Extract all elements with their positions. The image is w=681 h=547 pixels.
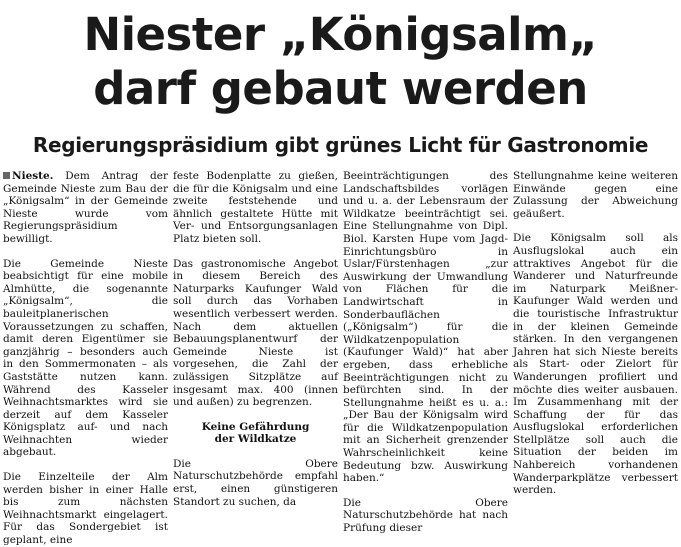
paragraph: Beeinträchtigungen des Landschaftsbildes vorlägen und u. a. der Lebensraum der Wildkatze beeinträchtigt sei. Eine Stellungnahme von Dipl. Biol. Karsten Hupe vom Jagd-Einrichtungsbüro in Uslar/Fürstenhagen „zur Auswirkung der Umwandlung von Flächen für die Landwirtschaft in Sonderbauflächen („Königsalm“) für die Wildkatzenpopulation (Kaufunger Wald)“ hat aber ergeben, dass erhebliche Beeinträchtigungen nicht zu befürchten sind. In der Stellungnahme heißt es u. a.: „Der Bau der Königsalm wird für die Wildkatzenpopulation mit an Sicherheit grenzender Wahrscheinlichkeit keine Bedeutung bzw. Auswirkung haben.“: [343, 170, 508, 485]
subheadline: Regierungspräsidium gibt grünes Licht für Gastronomie: [32, 133, 649, 157]
dateline: Nieste.: [12, 170, 54, 182]
paragraph: Die Königsalm soll als Ausflugslokal auch ein attraktives Angebot für die Wanderer und Naturfreunde im Naturpark Meißner-Kaufunger Wald werden und die touristische Infrastruktur in der kleinen Gemeinde stärken. In den vergangenen Jahren hat sich Nieste bereits als Start- oder Zielort für Wanderungen profiliert und möchte dies weiter ausbauen. Im Zusammenhang mit der Schaffung der für das Ausflugslokal erforderlichen Stellplätze soll auch die Situation der beiden im Nahbereich vorhandenen Wanderparkplätze verbessert werden.: [513, 232, 678, 497]
paragraph: [3, 170, 168, 246]
paragraph: Die Obere Naturschutzbehörde hat nach Prüfung dieser: [343, 496, 508, 535]
column-3: [343, 170, 508, 535]
column-2: [173, 170, 338, 506]
paragraph: feste Bodenplatte zu gießen, die für die Königsalm und eine zweite feststehende und ähnlich gestaltete Hütte mit Ver- und Entsorgungsanlagen Platz bieten soll.: [173, 170, 338, 245]
article-body: [3, 170, 678, 547]
paragraph: Die Einzelteile der Alm werden bisher in einer Halle bis zum nächsten Weihnachtsmarkt eingelagert. Für das Sondergebiet ist geplant, eine: [3, 471, 168, 547]
paragraph: Das gastronomische Angebot in diesem Bereich des Naturparks Kaufunger Wald soll durch das Vorhaben wesentlich verbessert werden. Nach dem aktuellen Bebauungsplanentwurf der Gemeinde Nieste ist vorgesehen, die Zahl der zulässigen Sitzplätze auf insgesamt max. 400 (innen und außen) zu begrenzen.: [173, 257, 338, 409]
column-1: [3, 170, 168, 547]
paragraph: Die Obere Naturschutzbehörde empfahl erst, einen günstigeren Standort zu suchen, da: [173, 457, 338, 508]
headline-line-1: Niester „Königsalm„: [83, 8, 598, 61]
paragraph-text: Dem Antrag der Gemeinde Nieste zum Bau der „Königsalm“ in der Gemeinde Nieste wurde vom Regierungspräsidium bewilligt.: [3, 170, 168, 245]
square-bullet-icon: [3, 172, 10, 179]
headline: [0, 8, 681, 116]
paragraph: Stellungnahme keine weiteren Einwände gegen eine Zulassung der Abweichung geäußert.: [513, 170, 678, 220]
paragraph: Die Gemeinde Nieste beabsichtigt für eine mobile Almhütte, die sogenannte „Königsalm“, die bauleitplanerischen Voraussetzungen zu schaffen, damit deren Eigentümer sie ganzjährig – besonders auch in den Sommermonaten – als Gaststätte nutzen kann. Während des Kasseler Weihnachtsmarktes wird sie derzeit auf dem Kasseler Königsplatz auf- und nach Weihnachten wieder abgebaut.: [3, 257, 168, 459]
headline-line-2: darf gebaut werden: [93, 62, 588, 115]
section-heading-line-2: der Wildkatze: [214, 433, 297, 446]
column-4: [513, 170, 678, 506]
section-heading-line-1: Keine Gefährdung: [201, 420, 310, 433]
section-heading: [173, 421, 338, 446]
